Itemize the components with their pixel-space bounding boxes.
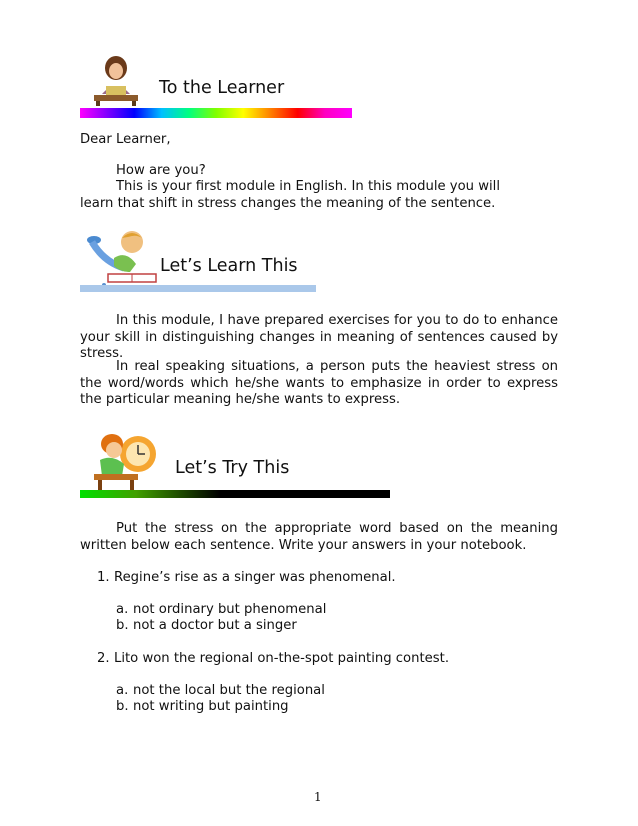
option-letter: b. xyxy=(116,618,129,633)
option-letter: a. xyxy=(116,602,129,617)
blue-divider xyxy=(80,285,316,292)
section-title-lets-try-this: Let’s Try This xyxy=(175,458,290,478)
item-sentence: Regine’s rise as a singer was phenomenal. xyxy=(114,570,396,585)
instructions xyxy=(80,521,558,554)
paragraph xyxy=(80,359,558,409)
option-text: not ordinary but phenomenal xyxy=(133,602,327,617)
page-number: 1 xyxy=(314,790,322,804)
section-title-lets-learn-this: Let’s Learn This xyxy=(160,256,298,276)
child-reading-icon xyxy=(84,228,164,290)
letter-line: How are you? xyxy=(116,163,206,178)
item-number: 2. xyxy=(97,651,110,666)
letter-line: This is your first module in English. In this module you will xyxy=(116,179,501,194)
option-letter: b. xyxy=(116,699,129,714)
green-black-divider xyxy=(80,490,390,498)
option-text: not a doctor but a singer xyxy=(133,618,297,633)
paragraph-text: In real speaking situations, a person puts the heaviest stress on the word/words which he/she wants to emphasize in order to express the particular meaning he/she wants to express. xyxy=(80,359,558,408)
option-text: not writing but painting xyxy=(133,699,289,714)
salutation: Dear Learner, xyxy=(80,132,171,147)
letter-line: learn that shift in stress changes the meaning of the sentence. xyxy=(80,196,496,211)
option-letter: a. xyxy=(116,683,129,698)
paragraph xyxy=(80,313,558,363)
item-sentence: Lito won the regional on-the-spot painting contest. xyxy=(114,651,450,666)
girl-studying-clock-icon xyxy=(86,430,158,496)
paragraph-text: In this module, I have prepared exercises for you to do to enhance your skill in distinguishing changes in meaning of sentences caused by stress. xyxy=(80,313,558,362)
item-number: 1. xyxy=(97,570,110,585)
teacher-at-desk-icon xyxy=(92,56,140,106)
section-title-to-the-learner: To the Learner xyxy=(159,78,285,98)
rainbow-divider xyxy=(80,108,352,118)
option-text: not the local but the regional xyxy=(133,683,325,698)
instructions-text: Put the stress on the appropriate word based on the meaning written below each sentence. Write your answers in your notebook. xyxy=(80,521,558,553)
